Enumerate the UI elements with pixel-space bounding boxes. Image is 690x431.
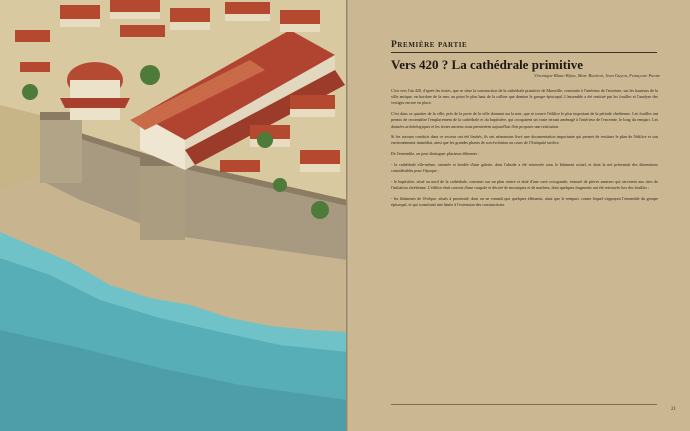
paragraph: C'est dans ce quartier de la ville, près de la porte de la ville donnant sur la mer, que se trouve l'édifice le plus important de la période chrétienne. Les fouilles ont permis de reconnaître l'emplacement de la cathédrale et du baptistère, qui occupaient un vaste terrain aménagé à l'intérieur de l'enceinte, le long du rempart. Les données archéologiques et les textes anciens nous permettent aujourd'hui d'en proposer une restitution. xyxy=(391,111,658,129)
paragraph: - les bâtiments de l'évêque, situés à proximité, dont on ne connaît que quelques éléments, ainsi que le rempart, contre lequel s'appuyait l'ensemble du groupe épiscopal, et qui constituait une limite à l'extension des constructions. xyxy=(391,195,658,207)
text-page xyxy=(349,0,690,431)
part-label: Première partie xyxy=(391,40,468,50)
body-text xyxy=(391,88,658,213)
paragraph: - le baptistère, situé au nord de la cathédrale, construit sur un plan centré et doté d'une cuve octogonale, entouré de pièces annexes qui servaient aux rites de l'initiation chrétienne. L'édifice était couvert d'une coupole et décoré de mosaïques et de marbres, dont quelques fragments ont été retrouvés lors des fouilles ; xyxy=(391,178,658,190)
footer-rule xyxy=(391,404,657,405)
chapter-title: Vers 420 ? La cathédrale primitive xyxy=(391,57,583,72)
paragraph: De l'ensemble, on peut distinguer plusieurs éléments : xyxy=(391,151,480,157)
paragraph: Si les travaux conduits dans ce secteur ont été limités, ils ont néanmoins livré une documentation importante qui permet de restituer le plan de l'édifice et son environnement immédiat, ainsi que les grandes phases de son évolution au cours de l'Antiquité tardive. xyxy=(391,134,658,146)
paragraph: C'est vers l'an 420, d'après les textes, que se situe la construction de la cathédrale primitive de Marseille, construite à l'intérieur de l'enceinte, sur les hauteurs de la ville antique, en bordure de la mer, au point le plus haut de la colline que domine le groupe épiscopal. L'ensemble a été restitué par les fouilles et l'analyse des vestiges encore en place. xyxy=(391,88,658,106)
page-number: 21 xyxy=(671,407,676,412)
paragraph: - la cathédrale elle-même, orientée et bordée d'une galerie, dont l'abside a été retrouvée sous le bâtiment actuel, et dont la nef présentait des dimensions considérables pour l'époque ; xyxy=(391,161,658,174)
authors-line: Véronique Blanc-Bijon, Marc Bouiron, Jean Guyon, Françoise Paone xyxy=(534,73,660,78)
header-rule xyxy=(391,52,657,53)
